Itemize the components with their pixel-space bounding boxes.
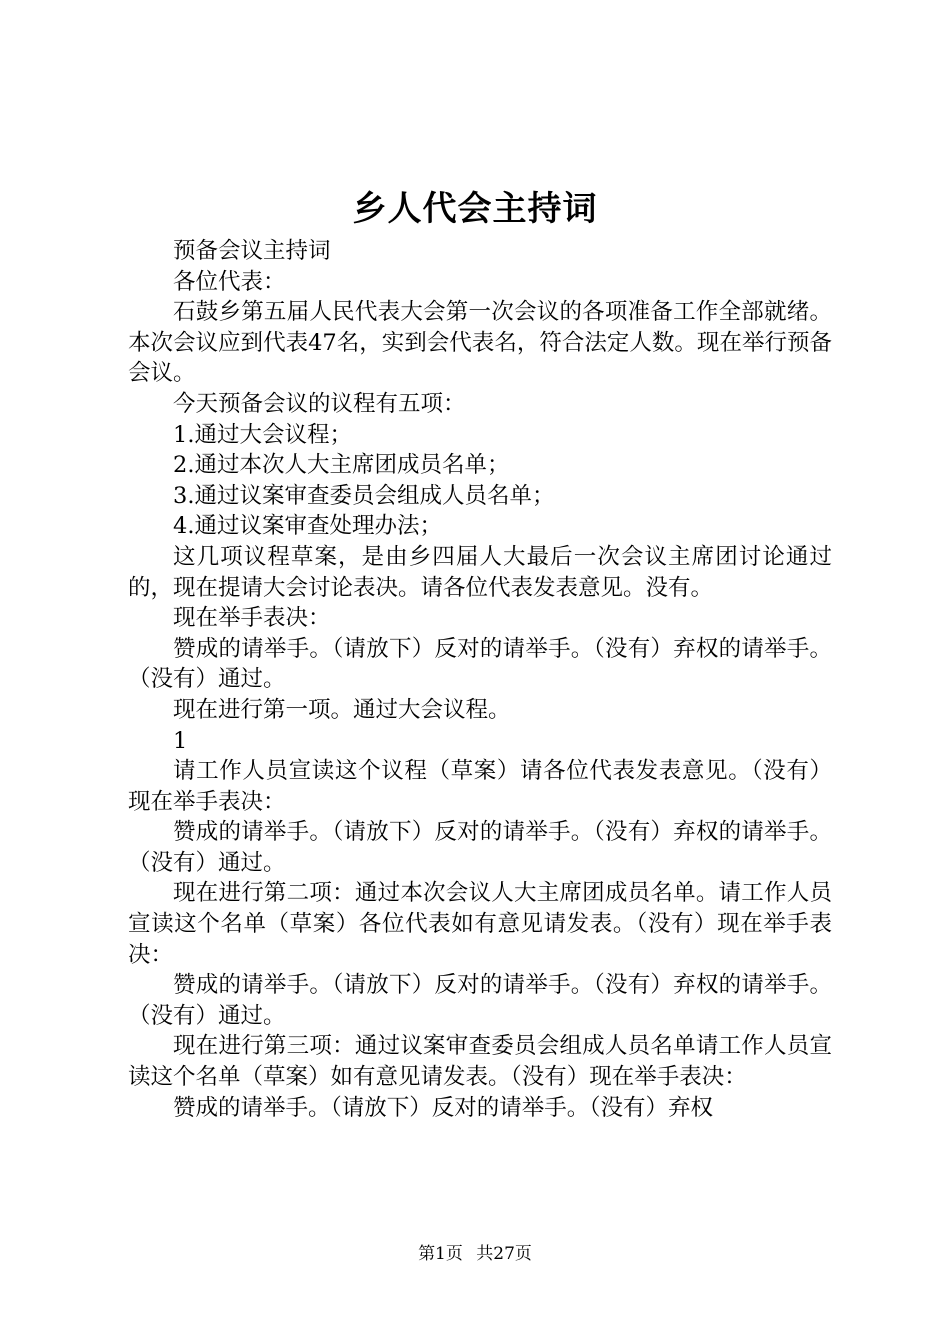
list-item: 1.通过大会议程； — [173, 421, 352, 448]
paragraph: 今天预备会议的议程有五项： — [173, 390, 466, 417]
paragraph: 赞成的请举手。（请放下）反对的请举手。（没有）弃权的请举手。（没有）通过。 — [128, 972, 832, 1029]
paragraph: 赞成的请举手。（请放下）反对的请举手。（没有）弃权的请举手。（没有）通过。 — [128, 635, 832, 693]
paragraph: 赞成的请举手。（请放下）反对的请举手。（没有）弃权的请举手。（没有）通过。 — [128, 819, 832, 876]
paragraph: 请工作人员宣读这个议程（草案）请各位代表发表意见。（没有）现在举手表决： — [128, 758, 832, 815]
paragraph: 1 — [173, 727, 188, 754]
page-number-total: 共27页 — [476, 1244, 532, 1264]
paragraph: 现在进行第二项：通过本次会议人大主席团成员名单。请工作人员宣读这个名单（草案）各位代表如有意见请发表。（没有）现在举手表决： — [128, 880, 832, 968]
list-item: 4.通过议案审查处理办法； — [173, 513, 442, 540]
paragraph: 预备会议主持词 — [173, 238, 331, 264]
paragraph: 现在进行第一项。通过大会议程。 — [173, 696, 511, 723]
paragraph: 这几项议程草案，是由乡四届人大最后一次会议主席团讨论通过的，现在提请大会讨论表决。请各位代表发表意见。没有。 — [128, 543, 832, 601]
document-title: 乡人代会主持词 — [352, 189, 598, 229]
document-body — [128, 236, 832, 1123]
paragraph: 石鼓乡第五届人民代表大会第一次会议的各项准备工作全部就绪。本次会议应到代表47名，实到会代表名，符合法定人数。现在举行预备会议。 — [128, 299, 832, 387]
page-number-current: 第1页 — [418, 1244, 463, 1264]
paragraph: 现在进行第三项：通过议案审查委员会组成人员名单请工作人员宣读这个名单（草案）如有意见请发表。（没有）现在举手表决： — [128, 1033, 832, 1091]
paragraph: 各位代表： — [173, 268, 286, 295]
paragraph: 现在举手表决： — [173, 605, 331, 632]
page-footer — [0, 1243, 950, 1265]
paragraph: 赞成的请举手。（请放下）反对的请举手。（没有）弃权 — [173, 1094, 714, 1121]
list-item: 2.通过本次人大主席团成员名单； — [173, 452, 510, 479]
list-item: 3.通过议案审查委员会组成人员名单； — [173, 482, 555, 509]
